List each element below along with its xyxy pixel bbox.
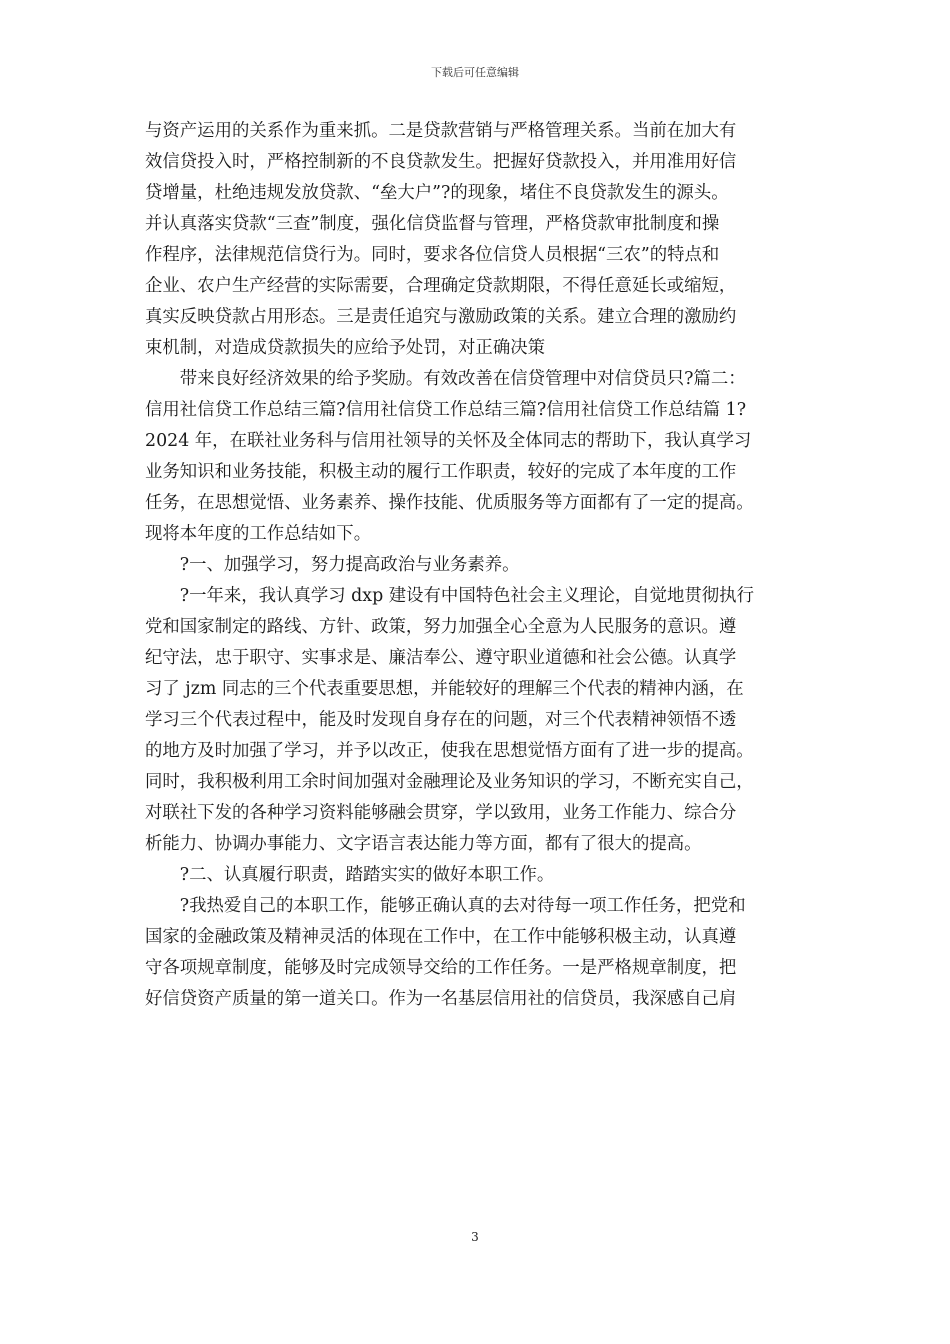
body-line: 效信贷投入时，严格控制新的不良贷款发生。把握好贷款投入，并用准用好信 [145,152,737,172]
body-line: 贷增量，杜绝违规发放贷款、“垒大户”?的现象，堵住不良贷款发生的源头。 [145,183,729,203]
body-line: 信用社信贷工作总结三篇?信用社信贷工作总结三篇?信用社信贷工作总结篇 1? [145,400,747,420]
body-line: 的地方及时加强了学习，并予以改正，使我在思想觉悟方面有了进一步的提高。 [145,741,754,761]
body-line: 真实反映贷款占用形态。三是责任追究与激励政策的关系。建立合理的激励约 [145,307,737,327]
body-line: 并认真落实贷款“三查”制度，强化信贷监督与管理，严格贷款审批制度和操 [145,214,720,234]
section-heading: ?二、认真履行职责，踏踏实实的做好本职工作。 [145,865,555,885]
section-heading: ?一、加强学习，努力提高政治与业务素养。 [145,555,520,575]
body-line: 党和国家制定的路线、方针、政策，努力加强全心全意为人民服务的意识。遵 [145,617,737,637]
body-line: ?我热爱自己的本职工作，能够正确认真的去对待每一项工作任务，把党和 [145,896,746,916]
body-line: 业务知识和业务技能，积极主动的履行工作职责，较好的完成了本年度的工作 [145,462,737,482]
body-line: 国家的金融政策及精神灵活的体现在工作中，在工作中能够积极主动，认真遵 [145,927,737,947]
body-line: 任务，在思想觉悟、业务素养、操作技能、优质服务等方面都有了一定的提高。 [145,493,754,513]
body-line: 学习三个代表过程中，能及时发现自身存在的问题，对三个代表精神领悟不透 [145,710,737,730]
page-header: 下载后可任意编辑 [431,66,519,79]
body-line: 好信贷资产质量的第一道关口。作为一名基层信用社的信贷员，我深感自己肩 [145,989,737,1009]
body-line: 企业、农户生产经营的实际需要，合理确定贷款期限，不得任意延长或缩短， [145,276,737,296]
body-line: 与资产运用的关系作为重来抓。二是贷款营销与严格管理关系。当前在加大有 [145,121,737,141]
body-line: 纪守法，忠于职守、实事求是、廉洁奉公、遵守职业道德和社会公德。认真学 [145,648,737,668]
body-line: 2024 年，在联社业务科与信用社领导的关怀及全体同志的帮助下，我认真学习 [145,431,752,451]
body-line: ?一年来，我认真学习 dxp 建设有中国特色社会主义理论，自觉地贯彻执行 [145,586,754,606]
body-line: 对联社下发的各种学习资料能够融会贯穿，学以致用，业务工作能力、综合分 [145,803,737,823]
body-line: 作程序，法律规范信贷行为。同时，要求各位信贷人员根据“三农”的特点和 [145,245,720,265]
document-body [145,116,817,1015]
page-number: 3 [471,1230,479,1244]
body-line: 习了 jzm 同志的三个代表重要思想，并能较好的理解三个代表的精神内涵，在 [145,679,744,699]
body-line: 带来良好经济效果的给予奖励。有效改善在信贷管理中对信贷员只?篇二： [145,369,746,389]
body-line: 束机制，对造成贷款损失的应给予处罚，对正确决策 [145,338,545,358]
body-line: 析能力、协调办事能力、文字语言表达能力等方面，都有了很大的提高。 [145,834,702,854]
body-line: 同时，我积极利用工余时间加强对金融理论及业务知识的学习，不断充实自己， [145,772,754,792]
body-line: 现将本年度的工作总结如下。 [145,524,372,544]
body-line: 守各项规章制度，能够及时完成领导交给的工作任务。一是严格规章制度，把 [145,958,737,978]
